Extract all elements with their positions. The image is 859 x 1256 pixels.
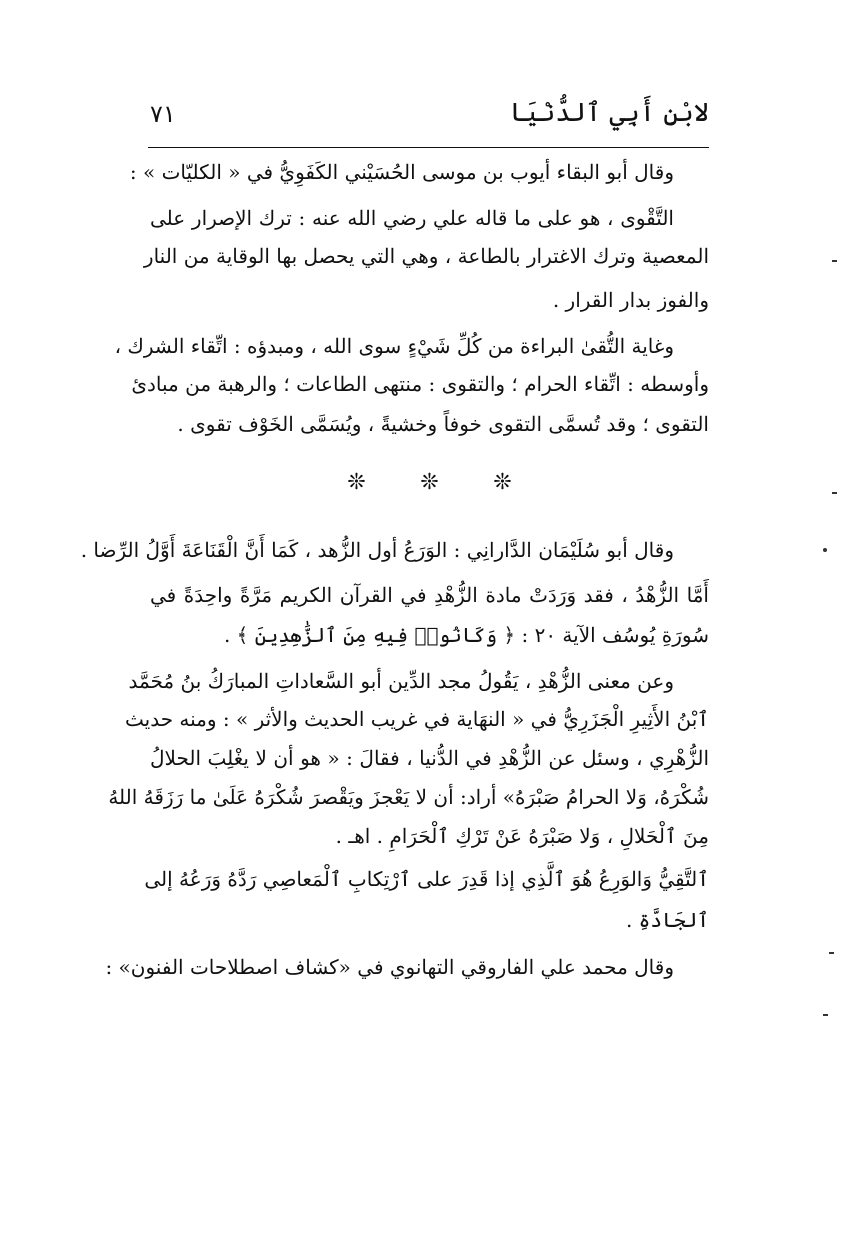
asterism-glyph: ❊ (420, 470, 439, 495)
page-number: ٧١ (150, 100, 176, 128)
running-header-title: لابْنِ أَبِي ٱلدُّنْيَا (509, 98, 709, 128)
section-separator (0, 470, 859, 495)
paragraph-line: سُورَةِ يُوسُف الآية ٢٠ : ﴿ وَكَانُوا۟ فِيهِ مِنَ ٱلزَّٰهِدِينَ ﴾ . (223, 623, 709, 647)
asterism-glyph: ❊ (347, 470, 366, 495)
paragraph-line: التقوى ؛ وقد تُسمَّى التقوى خوفاً وخشيةً ، ويُسَمَّى الخَوْف تقوى . (177, 412, 709, 436)
paragraph-line: التَّقْوى ، هو على ما قاله علي رضي الله عنه : ترك الإصرار على (150, 206, 674, 230)
paragraph-line: شُكْرَهُ، وَلا الحرامُ صَبْرَهُ» أراد: أن لا يَعْجزَ ويَقْصرَ شُكْرَهُ عَلَىٰ ما رَزَقَهُ اللهُ (108, 785, 709, 809)
paragraph-line: وأوسطه : اتِّقاء الحرام ؛ والتقوى : منتهى الطاعات ؛ والرهبة من مبادئ (131, 372, 709, 396)
header-divider (148, 147, 709, 148)
paragraph-line: ٱلجَادَّةِ . (625, 908, 709, 932)
paragraph-line: وعن معنى الزُّهْدِ ، يَقُولُ مجد الدِّين أبو السَّعاداتِ المبارَكُ بنُ مُحَمَّد (128, 669, 674, 693)
scan-mark (823, 1014, 828, 1016)
paragraph-line: مِنَ ٱلْحَلالِ ، وَلا صَبْرَهُ عَنْ تَرْكِ ٱلْحَرَامِ . اهـ . (335, 824, 709, 848)
asterism-glyph: ❊ (493, 470, 512, 495)
paragraph-line: وقال محمد علي الفاروقي التهانوي في «كشاف اصطلاحات الفنون» : (105, 955, 674, 979)
paragraph-line: والفوز بدار القرار . (552, 288, 709, 312)
paragraph-line: ٱبْنُ الأَثِيرِ الْجَزَرِيُّ في « النهَاية في غريب الحديث والأثر » : ومنه حديث (124, 707, 709, 731)
paragraph-line: ٱلتَّقِيُّ وَالوَرِعُ هُوَ ٱلَّذِي إذا قَدِرَ على ٱرْتِكابِ ٱلْمَعاصِي رَدَّهُ وَرَعُهُ إلى (144, 867, 709, 891)
paragraph-line: وغاية التُّقىٰ البراءة من كُلِّ شَيْءٍ سوى الله ، ومبدؤه : اتِّقاء الشرك ، (114, 334, 674, 358)
paragraph-line: أَمَّا الزُّهْدُ ، فقد وَرَدَتْ مادة الزُّهْدِ في القرآن الكريم مَرَّةً واحِدَةً في (150, 583, 709, 607)
scan-mark (832, 260, 837, 262)
paragraph-line: المعصية وترك الاغترار بالطاعة ، وهي التي يحصل بها الوقاية من النار (143, 244, 709, 268)
paragraph-line: وقال أبو سُلَيْمَان الدَّارانِي : الوَرَعُ أول الزُّهد ، كَمَا أَنَّ الْقَنَاعَةَ أَوَّلُ الرِّضا . (80, 538, 674, 562)
intro-line: وقال أبو البقاء أيوب بن موسى الحُسَيْني الكَفَوِيُّ في « الكليّات » : (129, 160, 674, 184)
scan-mark (832, 492, 837, 494)
paragraph-line: الزُّهْرِي ، وسئل عن الزُّهْدِ في الدُّنيا ، فقالَ : « هو أن لا يغْلِبَ الحلالُ (150, 746, 709, 770)
scan-mark (823, 548, 827, 552)
scan-mark (829, 952, 834, 954)
